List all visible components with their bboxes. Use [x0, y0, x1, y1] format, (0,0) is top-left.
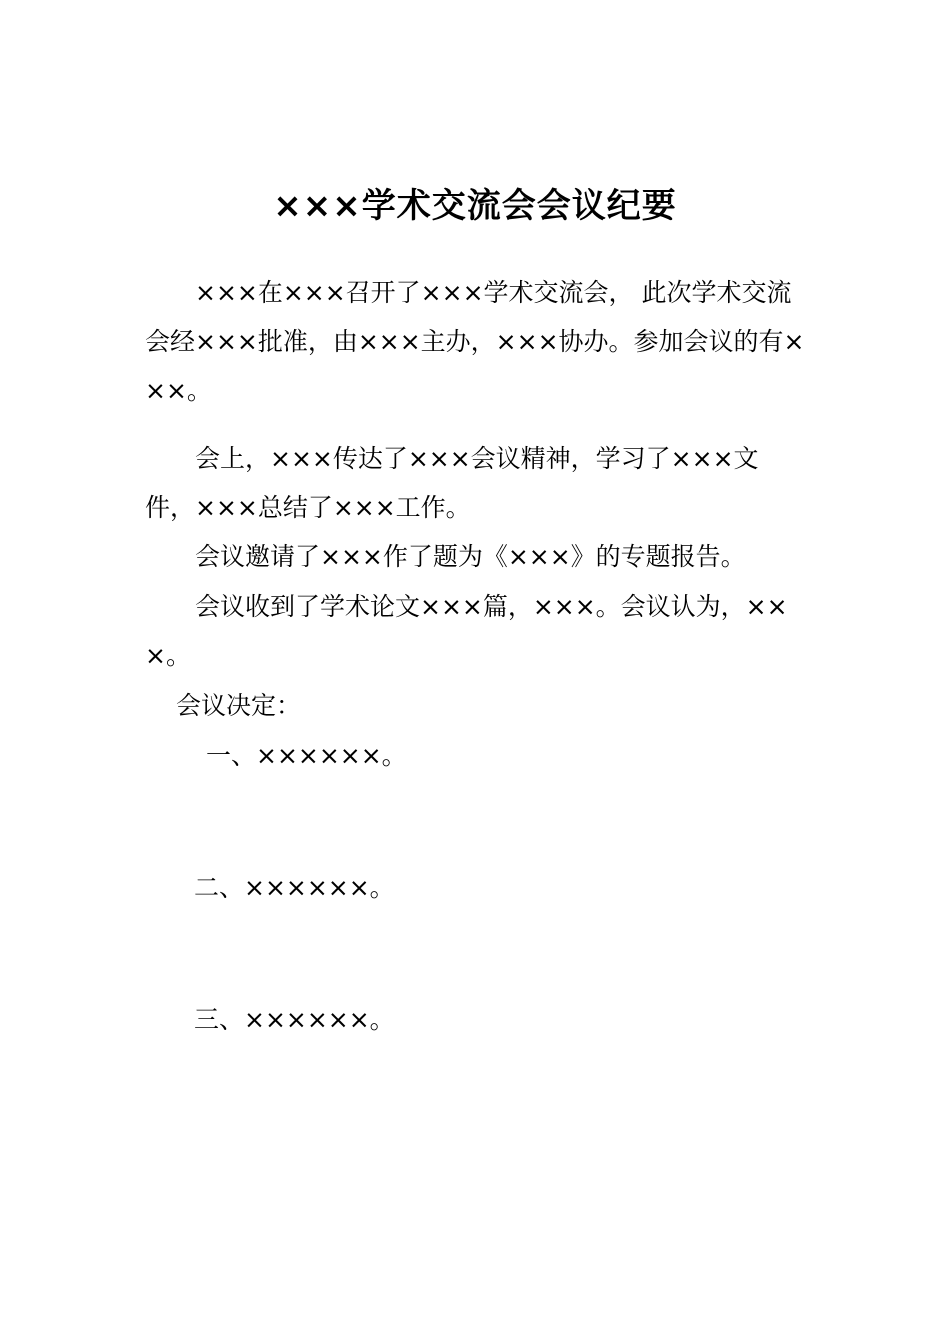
- document-title: ×××学术交流会会议纪要: [273, 186, 677, 226]
- paragraph-meeting-papers: 会议收到了学术论文×××篇，×××。会议认为，×××。: [145, 592, 788, 670]
- decision-item-3: 三、××××××。: [194, 1005, 395, 1034]
- paragraph-meeting-content: 会上，×××传达了×××会议精神，学习了×××文件，×××总结了×××工作。: [145, 444, 759, 522]
- paragraph-meeting-report: 会议邀请了×××作了题为《×××》的专题报告。: [195, 542, 746, 571]
- decisions-heading: 会议决定：: [176, 691, 302, 720]
- decision-item-1: 一、××××××。: [206, 741, 407, 770]
- paragraph-meeting-intro: ×××在×××召开了×××学术交流会， 此次学术交流会经×××批准，由×××主办，×××协办。参加会议的有×××。: [145, 278, 805, 405]
- decision-item-2: 二、××××××。: [194, 873, 395, 902]
